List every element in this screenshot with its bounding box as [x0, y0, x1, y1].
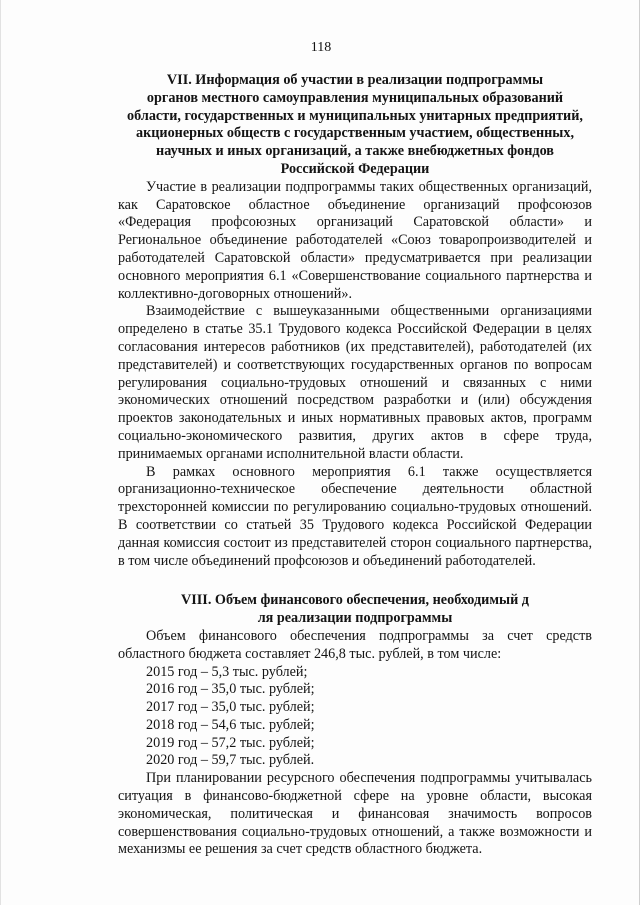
section-7-heading — [118, 72, 592, 179]
page-content — [118, 72, 592, 859]
page-number: 118 — [310, 40, 332, 55]
paragraph: Участие в реализации подпрограммы таких общественных организаций, как Саратовское областное объединение организаций профсоюзов «Федерация профсоюзных организаций Саратовской области» и Региональное объединение работодателей «Союз товаропроизводителей и работодателей Саратовской области» предусматривается при реализации основного мероприятия 6.1 «Совершенствование социального партнерства и коллективно-договорных отношений». — [118, 178, 592, 302]
funding-by-year-list — [118, 664, 592, 771]
heading-line: VII. Информация об участии в реализации подпрограммы — [166, 72, 544, 88]
heading-line: области, государственных и муниципальных унитарных предприятий, — [127, 107, 583, 124]
list-item: 2018 год – 54,6 тыс. рублей; — [146, 716, 315, 733]
list-item: 2015 год – 5,3 тыс. рублей; — [146, 663, 308, 680]
list-item: 2019 год – 57,2 тыс. рублей; — [146, 734, 315, 751]
paragraph: При планировании ресурсного обеспечения подпрограммы учитывалась ситуация в финансово-бюджетной сфере на уровне области, высокая экономическая, политическая и финансовая значимость вопросов совершенствования социально-трудовых отношений, а также возможности и механизмы ее решения за счет средств областного бюджета. — [118, 770, 592, 858]
paragraph: Объем финансового обеспечения подпрограммы за счет средств областного бюджета составляет 246,8 тыс. рублей, в том числе: — [118, 627, 592, 662]
heading-line: органов местного самоуправления муниципальных образований — [146, 89, 564, 106]
paragraph: В рамках основного мероприятия 6.1 также осуществляется организационно-техническое обеспечение деятельности областной трехсторонней комиссии по регулированию социально-трудовых отношений. В соответствии со статьей 35 Трудового кодекса Российской Федерации данная комиссия состоит из представителей сторон социального партнерства, в том числе объединений профсоюзов и объединений работодателей. — [118, 463, 592, 569]
heading-line: ля реализации подпрограммы — [257, 610, 453, 627]
section-8-heading — [118, 592, 592, 628]
list-item: 2017 год – 35,0 тыс. рублей; — [146, 699, 315, 716]
heading-line: Российской Федерации — [280, 160, 430, 177]
heading-line: акционерных обществ с государственным участием, общественных, — [135, 125, 575, 142]
heading-line: VIII. Объем финансового обеспечения, необходимый д — [181, 592, 529, 609]
list-item: 2016 год – 35,0 тыс. рублей; — [146, 681, 315, 698]
paragraph: Взаимодействие с вышеуказанными общественными организациями определено в статье 35.1 Трудового кодекса Российской Федерации в целях согласования интересов работников (их представителей), работодателей (их представителей) и соответствующих государственных органов по вопросам регулирования социально-трудовых отношений и связанных с ними экономических отношений посредством разработки и (или) обсуждения проектов законодательных и иных нормативных правовых актов, программ социально-экономического развития, других актов в сфере труда, принимаемых органами исполнительной власти области. — [118, 303, 592, 462]
heading-line: научных и иных организаций, а также внебюджетных фондов — [156, 143, 554, 160]
list-item: 2020 год – 59,7 тыс. рублей. — [146, 752, 315, 769]
